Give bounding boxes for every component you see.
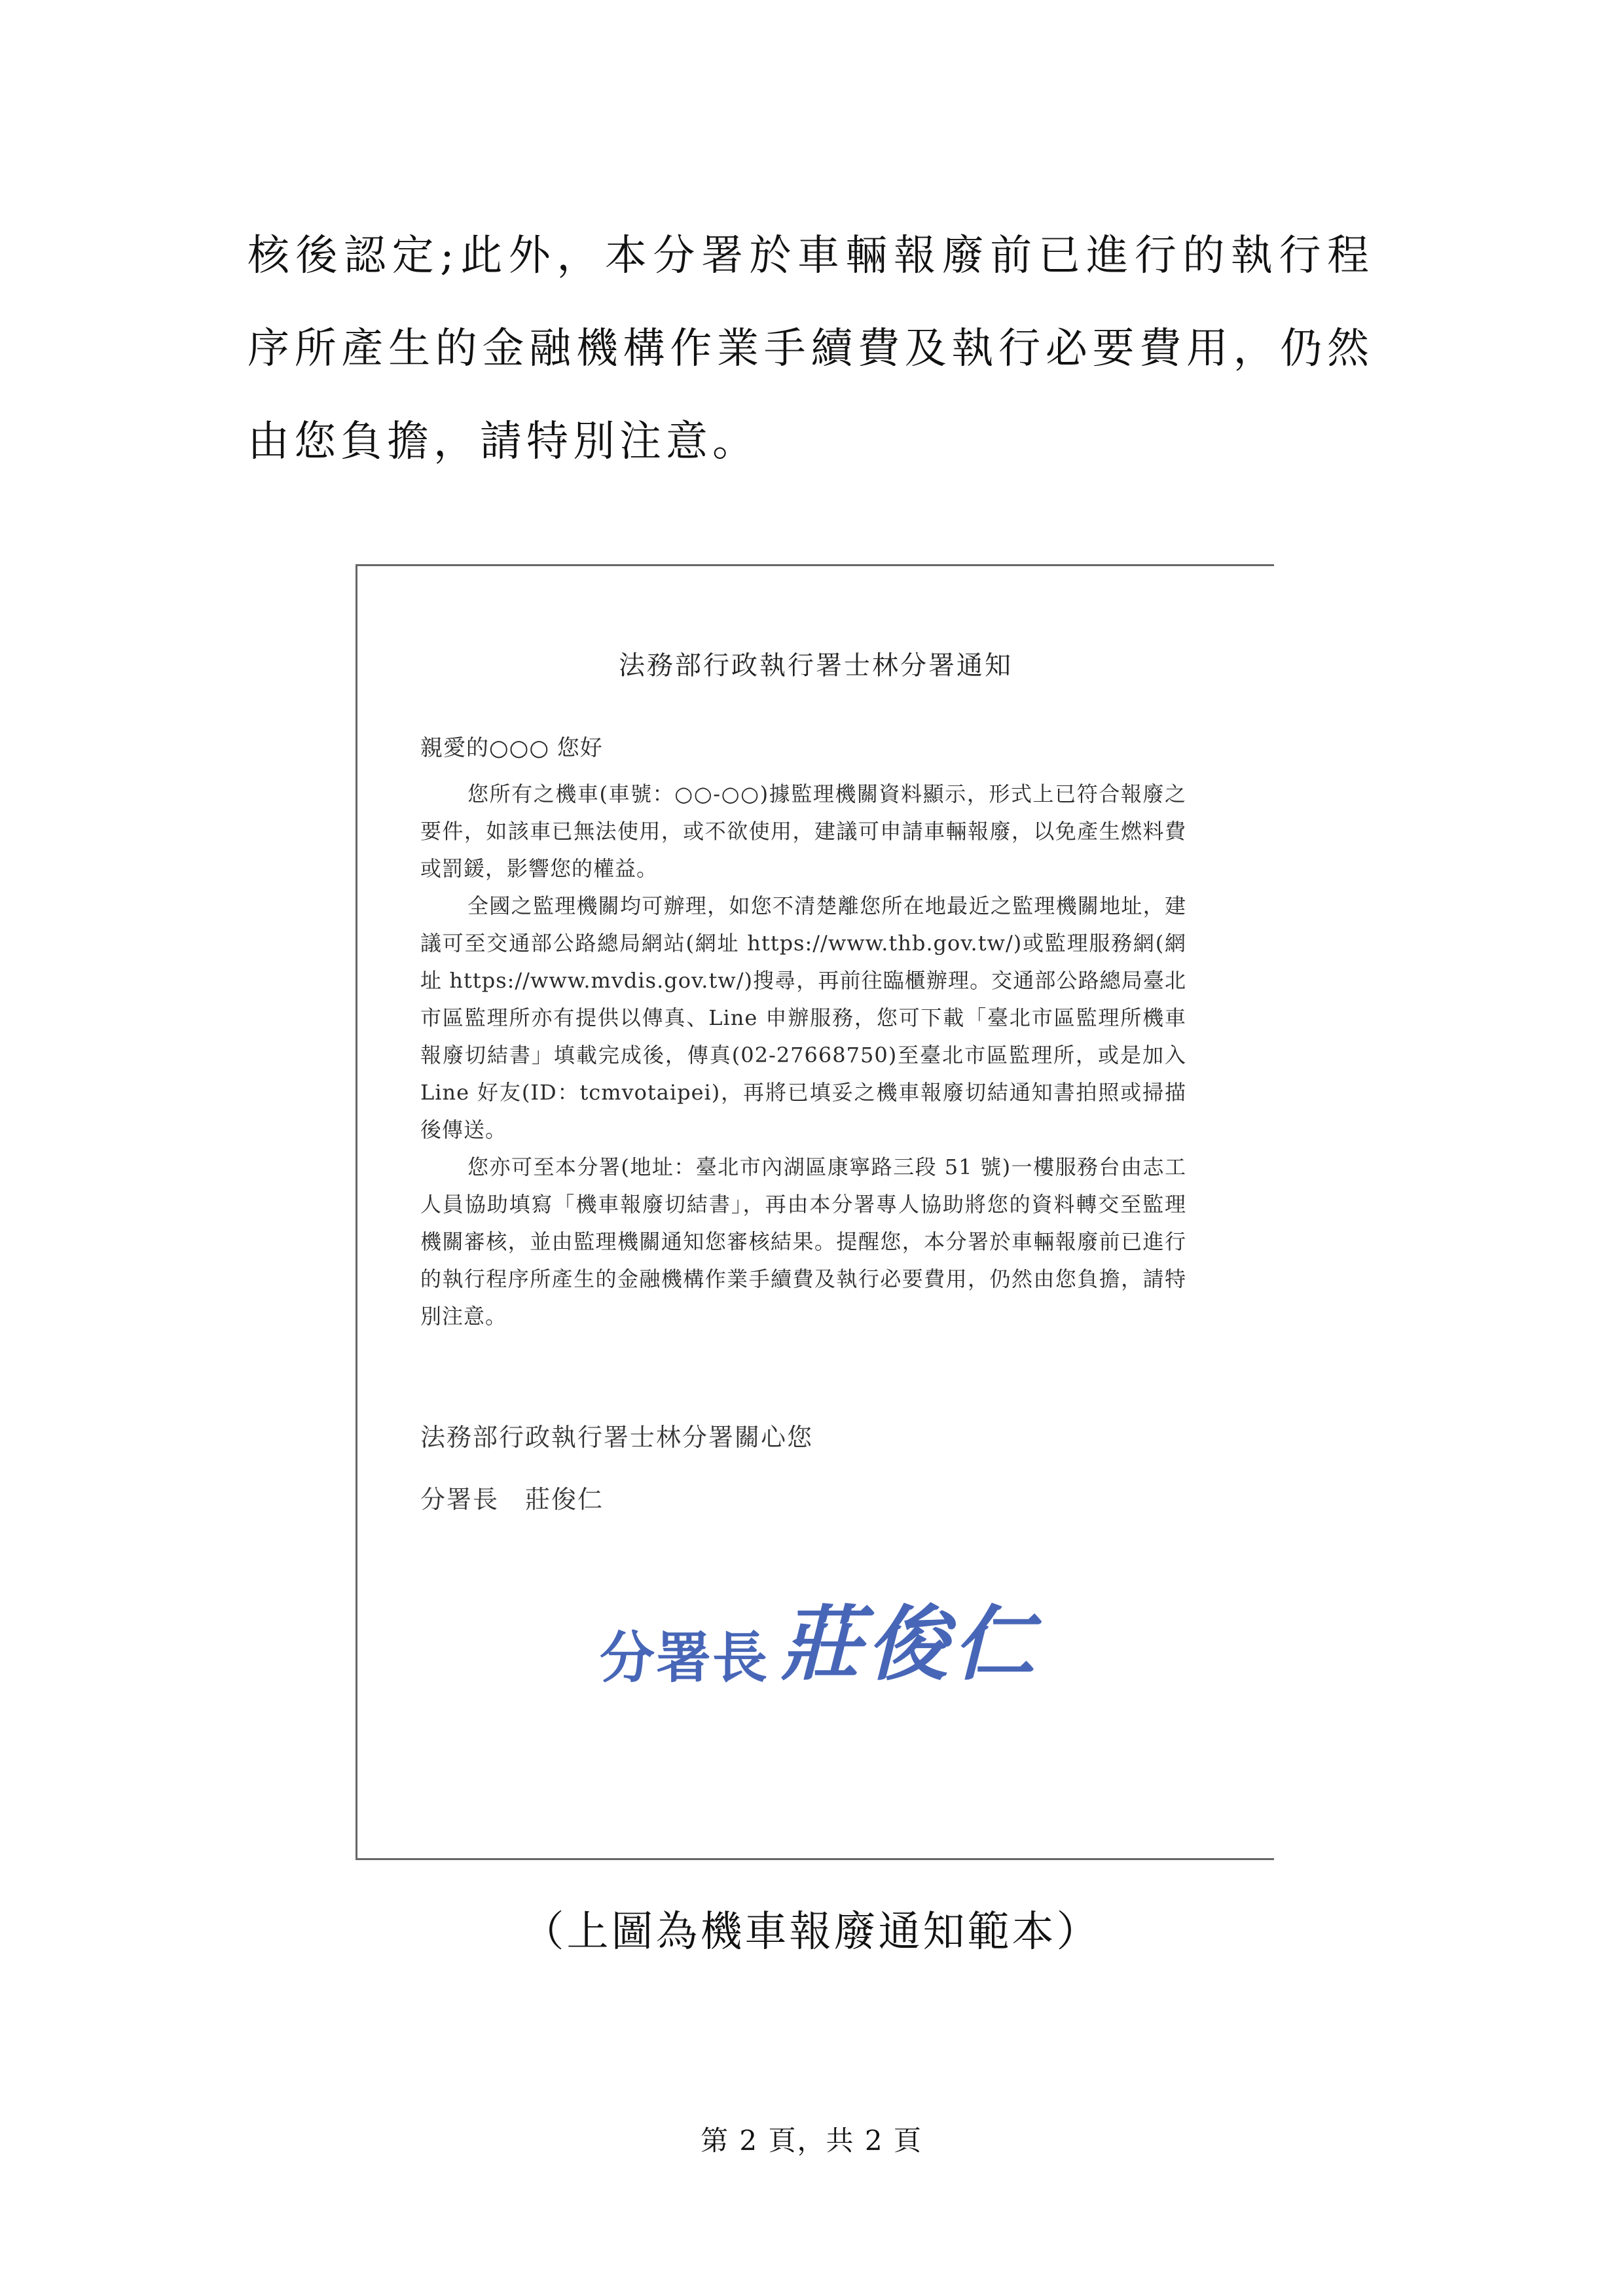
- notice-paragraph: 您亦可至本分署(地址：臺北市內湖區康寧路三段 51 號)一樓服務台由志工人員協助填寫「機車報廢切結書」，再由本分署專人協助將您的資料轉交至監理機關審核，並由監理機關通知您審核結果。提醒您，本分署於車輛報廢前已進行的執行程序所產生的金融機構作業手續費及執行必要費用，仍然由您負擔，請特別注意。: [420, 1155, 1186, 1329]
- notice-sample-image: [356, 564, 1274, 1860]
- notice-title: 法務部行政執行署士林分署通知: [619, 651, 1013, 681]
- notice-greeting: 親愛的○○○ 您好: [420, 735, 603, 761]
- intro-paragraph: 核後認定;此外，本分署於車輛報廢前已進行的執行程序所產生的金融機構作業手續費及執行必要費用，仍然由您負擔，請特別注意。: [247, 232, 1374, 466]
- notice-closing: 法務部行政執行署士林分署關心您: [420, 1423, 814, 1452]
- notice-paragraph: 全國之監理機關均可辦理，如您不清楚離您所在地最近之監理機關地址，建議可至交通部公路總局網站(網址 https://www.thb.gov.tw/)或監理服務網(網址 https://www.mvdis.gov.tw/)搜尋，再前往臨櫃辦理。交通部公路總局臺北市區監理所亦有提供以傳真、Line 申辦服務，您可下載「臺北市區監理所機車報廢切結書」填載完成後，傳真(02-27668750)至臺北市區監理所，或是加入 Line 好友(ID：tcmvotaipei)，再將已填妥之機車報廢切結通知書拍照或掃描後傳送。: [420, 893, 1186, 1142]
- image-caption: （上圖為機車報廢通知範本）: [522, 1908, 1101, 1956]
- signature-stamp: [600, 1587, 1040, 1692]
- stamp-title: 分署長: [600, 1626, 769, 1690]
- notice-paragraph: 您所有之機車(車號：○○-○○)據監理機關資料顯示，形式上已符合報廢之要件，如該車已無法使用，或不欲使用，建議可申請車輛報廢，以免產生燃料費或罰鍰，影響您的權益。: [420, 781, 1186, 881]
- page-number: 第 2 頁，共 2 頁: [701, 2125, 922, 2157]
- signer-title: 分署長: [420, 1485, 500, 1514]
- notice-signer: [420, 1479, 604, 1515]
- notice-body: [420, 776, 1186, 1335]
- stamp-name: 莊俊仁: [780, 1597, 1040, 1692]
- signer-name: 莊俊仁: [525, 1485, 604, 1514]
